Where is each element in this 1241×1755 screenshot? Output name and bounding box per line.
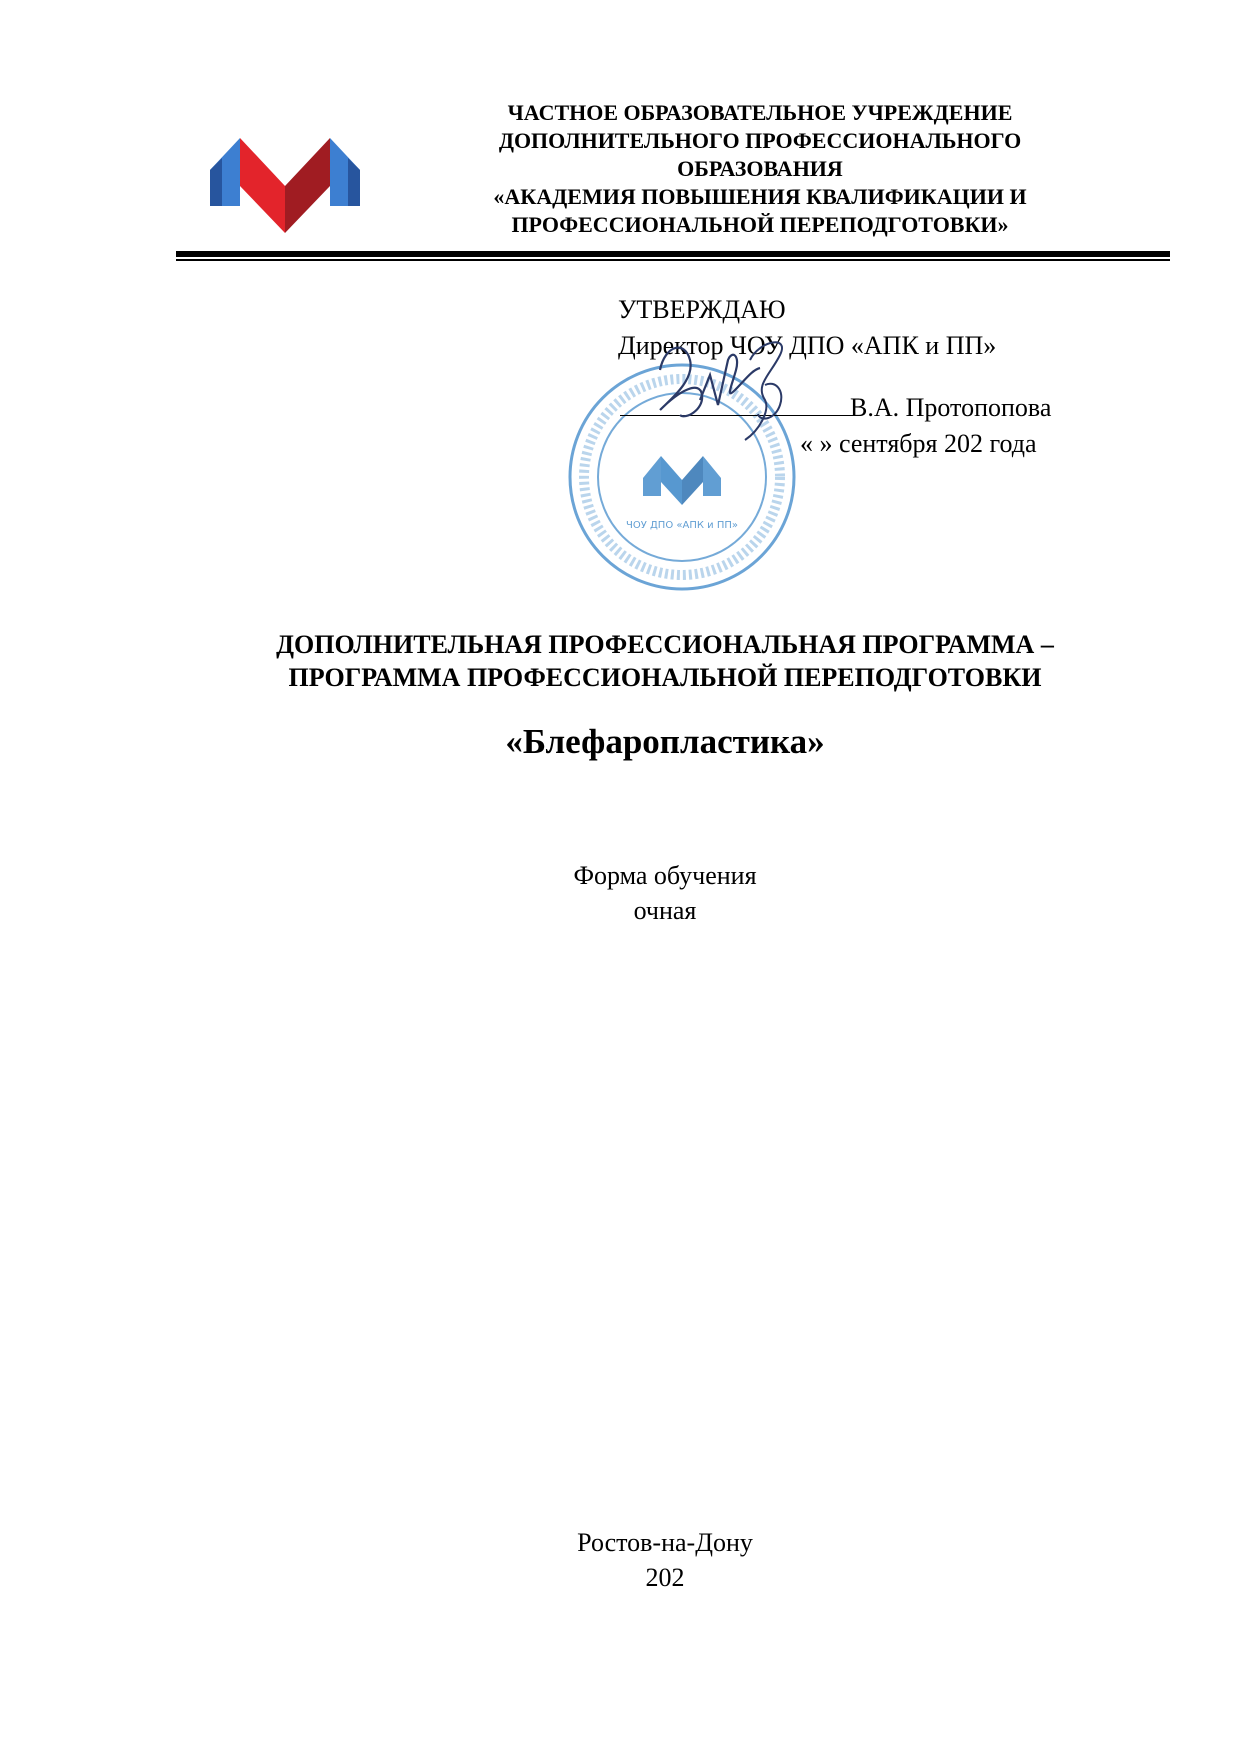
org-line-5: ПРОФЕССИОНАЛЬНОЙ ПЕРЕПОДГОТОВКИ» — [511, 212, 1009, 237]
director-title: Директор ЧОУ ДПО «АПК и ПП» — [618, 331, 997, 360]
org-line-1: ЧАСТНОЕ ОБРАЗОВАТЕЛЬНОЕ УЧРЕЖДЕНИЕ — [507, 100, 1013, 125]
org-line-3: ОБРАЗОВАНИЯ — [677, 156, 843, 181]
approval-date: « » сентября 202 года — [800, 429, 1037, 458]
org-line-4: «АКАДЕМИЯ ПОВЫШЕНИЯ КВАЛИФИКАЦИИ И — [493, 184, 1027, 209]
study-form-value: очная — [633, 896, 697, 925]
program-title: «Блефаропластика» — [505, 722, 825, 761]
org-line-2: ДОПОЛНИТЕЛЬНОГО ПРОФЕССИОНАЛЬНОГО — [498, 128, 1022, 153]
organization-name — [400, 99, 1120, 239]
director-name: В.А. Протопопова — [850, 393, 1052, 422]
footer-city: Ростов-на-Дону — [577, 1528, 753, 1557]
study-form — [0, 858, 1241, 928]
academy-logo — [210, 128, 360, 238]
program-type-line-2: ПРОГРАММА ПРОФЕССИОНАЛЬНОЙ ПЕРЕПОДГОТОВКИ — [288, 663, 1042, 692]
program-type — [0, 628, 1241, 694]
director-signature — [640, 330, 820, 465]
study-form-label: Форма обучения — [573, 861, 757, 890]
footer-year: 202 — [645, 1563, 685, 1592]
approve-label: УТВЕРЖДАЮ — [618, 295, 786, 324]
seal-text: ЧОУ ДПО «АПК и ПП» — [626, 520, 738, 531]
footer — [0, 1525, 1241, 1595]
header-divider-thin — [176, 259, 1170, 261]
program-type-line-1: ДОПОЛНИТЕЛЬНАЯ ПРОФЕССИОНАЛЬНАЯ ПРОГРАММА – — [276, 630, 1054, 659]
header-divider-thick — [176, 251, 1170, 257]
